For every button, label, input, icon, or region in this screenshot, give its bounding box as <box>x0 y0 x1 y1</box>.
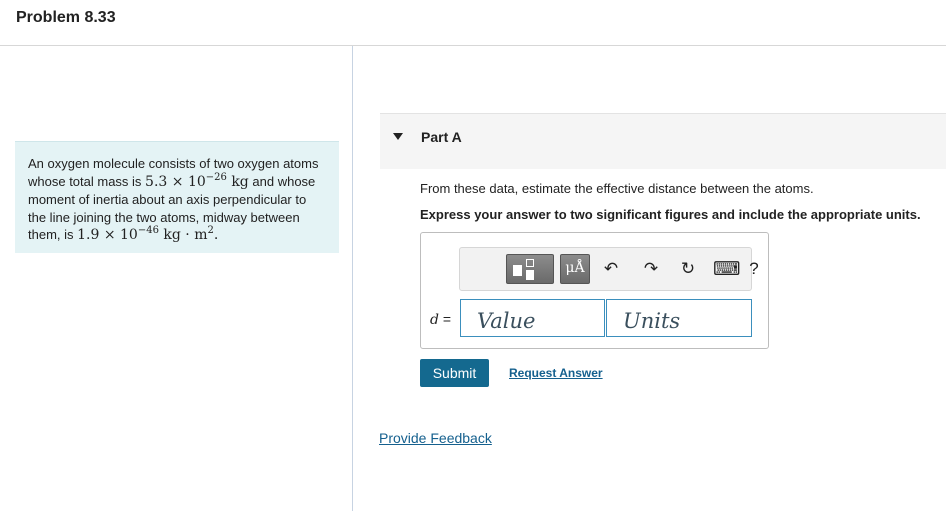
value-input[interactable] <box>460 299 605 337</box>
problem-text-1: An oxygen molecule consists of two oxygen atoms whose total mass is <box>28 156 319 189</box>
question-text: From these data, estimate the effective distance between the atoms. <box>420 181 814 196</box>
header-divider <box>0 45 946 46</box>
column-divider <box>352 46 353 511</box>
variable-label <box>430 311 451 328</box>
keyboard-icon[interactable]: ⌨ <box>713 258 741 280</box>
template-block-icon <box>513 265 522 276</box>
variable-symbol: d <box>430 312 439 328</box>
inertia-value: 1.9 × 10 <box>77 227 138 243</box>
collapse-triangle-icon[interactable] <box>393 133 403 140</box>
part-label: Part A <box>421 129 462 145</box>
problem-text-2: and whose moment of inertia about an axis perpendicular to the line joining the two atoms, midway between them, is <box>28 173 316 242</box>
template-block-icon <box>526 270 534 280</box>
redo-icon[interactable]: ↷ <box>643 259 659 279</box>
reset-icon[interactable]: ↻ <box>680 259 696 279</box>
inertia-unit: kg · m <box>158 227 208 243</box>
submit-button[interactable]: Submit <box>420 359 489 387</box>
problem-statement <box>15 141 339 253</box>
units-input[interactable] <box>606 299 752 337</box>
templates-button[interactable] <box>506 254 554 284</box>
part-a-header[interactable] <box>380 113 946 169</box>
page-title: Problem 8.33 <box>16 9 116 26</box>
provide-feedback-link[interactable]: Provide Feedback <box>379 430 492 446</box>
inertia-exponent: −46 <box>137 225 159 236</box>
inertia-unit-exponent: 2 <box>207 225 214 236</box>
undo-icon[interactable]: ↶ <box>603 259 619 279</box>
mass-value: 5.3 × 10 <box>145 173 206 190</box>
equals-sign: = <box>438 311 452 327</box>
request-answer-link[interactable]: Request Answer <box>509 366 603 380</box>
mass-exponent: −26 <box>205 171 227 183</box>
math-toolbar <box>459 247 759 291</box>
problem-text-3: . <box>213 227 219 243</box>
units-button[interactable] <box>560 254 590 284</box>
mass-unit: kg <box>226 173 249 190</box>
units-button-label: μÅ <box>565 260 585 276</box>
answer-box <box>420 232 769 349</box>
help-icon[interactable]: ? <box>749 259 759 278</box>
instruction-text: Express your answer to two significant figures and include the appropriate units. <box>420 207 921 222</box>
template-box-icon <box>526 259 534 267</box>
